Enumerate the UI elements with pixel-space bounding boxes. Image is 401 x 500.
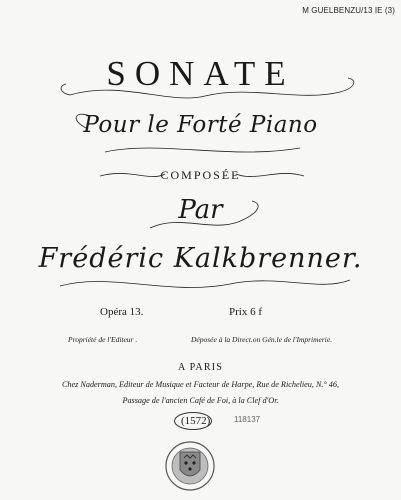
par-label: Par — [178, 195, 223, 225]
composer-name: Frédéric Kalkbrenner. — [38, 243, 363, 274]
publisher-city: A PARIS — [178, 362, 223, 373]
library-stamp-icon — [166, 442, 214, 490]
property-note: Propriété de l'Editeur . — [68, 335, 138, 344]
publisher-address-line-2: Passage de l'ancien Café de Foi, à la Clef d'Or. — [122, 396, 279, 405]
subtitle: Pour le Forté Piano — [83, 112, 318, 138]
deposit-note: Déposée à la Direct.on Gén.le de l'Imprimerie. — [191, 335, 333, 344]
shelfmark-annotation: M GUELBENZU/13 IE (3) — [302, 6, 395, 15]
plate-number: (1572) — [181, 415, 211, 427]
publisher-address-line-1: Chez Naderman, Editeur de Musique et Facteur de Harpe, Rue de Richelieu, N.° 46, — [61, 380, 340, 389]
title: SONATE — [106, 54, 295, 93]
price: Prix 6 f — [229, 306, 262, 318]
inventory-number: 118137 — [234, 415, 261, 424]
composed-label: COMPOSÉE — [160, 168, 241, 182]
opus-number: Opéra 13. — [100, 306, 144, 318]
